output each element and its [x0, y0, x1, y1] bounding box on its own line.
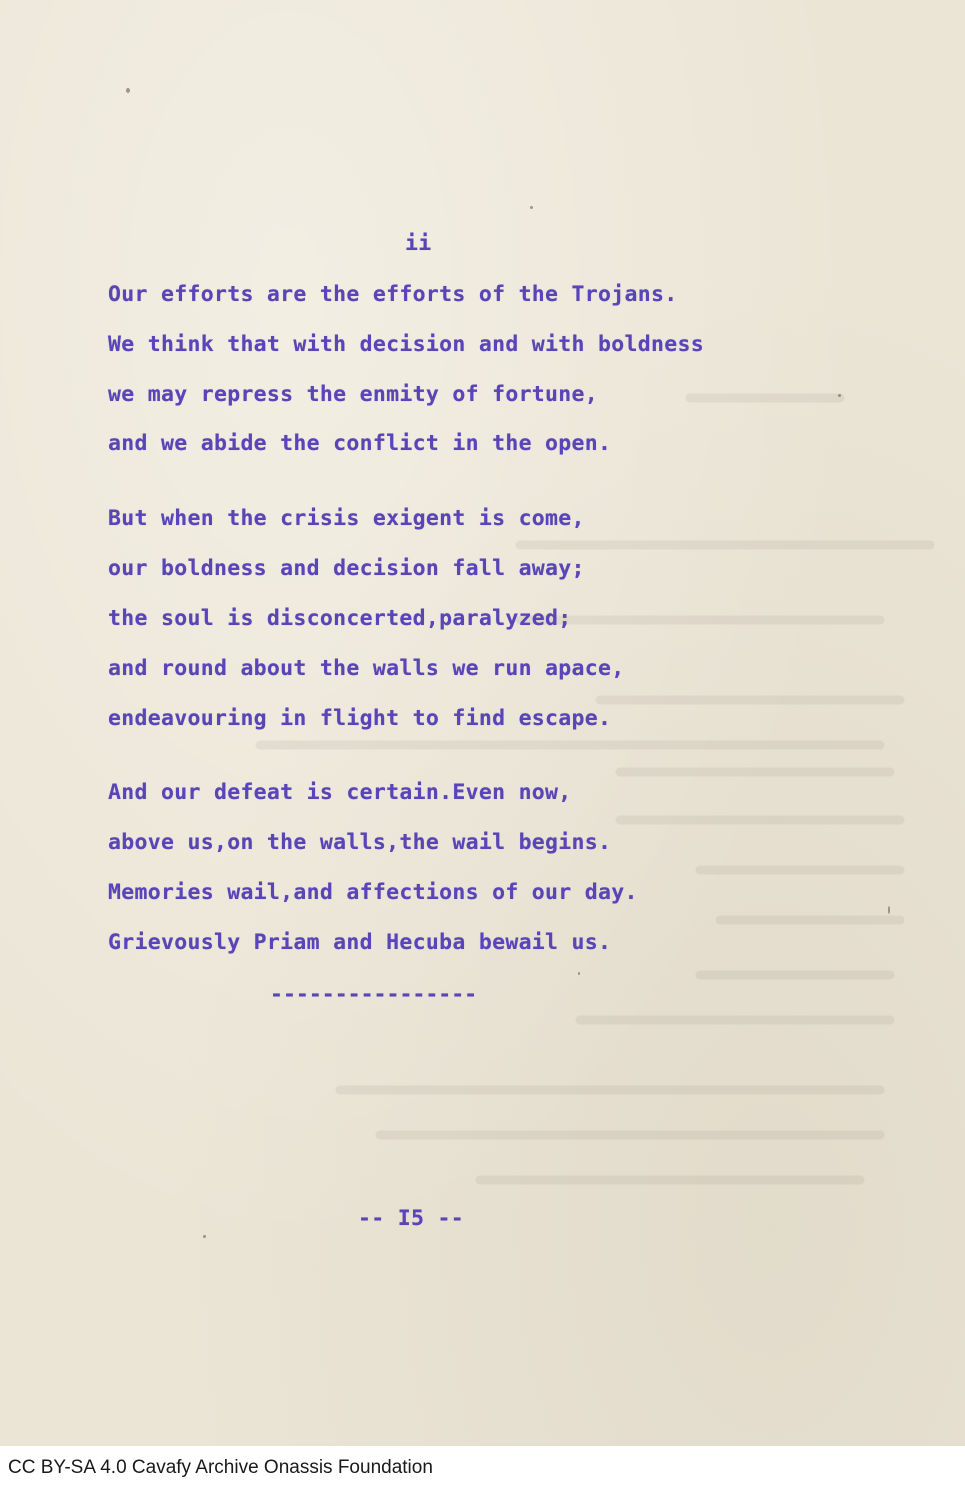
- paper-speck: [578, 972, 580, 975]
- poem-line: the soul is disconcerted,paralyzed;: [108, 606, 572, 631]
- poem-line: endeavouring in flight to find escape.: [108, 706, 612, 731]
- poem-line: above us,on the walls,the wail begins.: [108, 830, 612, 855]
- page-number: -- I5 --: [358, 1206, 464, 1231]
- section-number: ii: [405, 231, 432, 256]
- paper-speck: [126, 88, 130, 93]
- poem-line: Memories wail,and affections of our day.: [108, 880, 638, 905]
- end-divider: ----------------: [270, 982, 478, 1007]
- poem-line: and we abide the conflict in the open.: [108, 431, 612, 456]
- paper-speck: [203, 1235, 206, 1238]
- credit-bar: [0, 1446, 965, 1490]
- poem-line: our boldness and decision fall away;: [108, 556, 585, 581]
- poem-line: we may repress the enmity of fortune,: [108, 382, 599, 407]
- poem-line: We think that with decision and with boldness: [108, 332, 704, 357]
- poem-line: And our defeat is certain.Even now,: [108, 780, 572, 805]
- poem-line: and round about the walls we run apace,: [108, 656, 625, 681]
- poem-line: But when the crisis exigent is come,: [108, 506, 585, 531]
- credit-caption: CC BY-SA 4.0 Cavafy Archive Onassis Foundation: [8, 1457, 433, 1478]
- paper-speck: [530, 206, 533, 209]
- paper-speck: [838, 394, 841, 397]
- poem-line: Grievously Priam and Hecuba bewail us.: [108, 930, 612, 955]
- paper-speck: [888, 906, 890, 914]
- poem-line: Our efforts are the efforts of the Trojans.: [108, 282, 678, 307]
